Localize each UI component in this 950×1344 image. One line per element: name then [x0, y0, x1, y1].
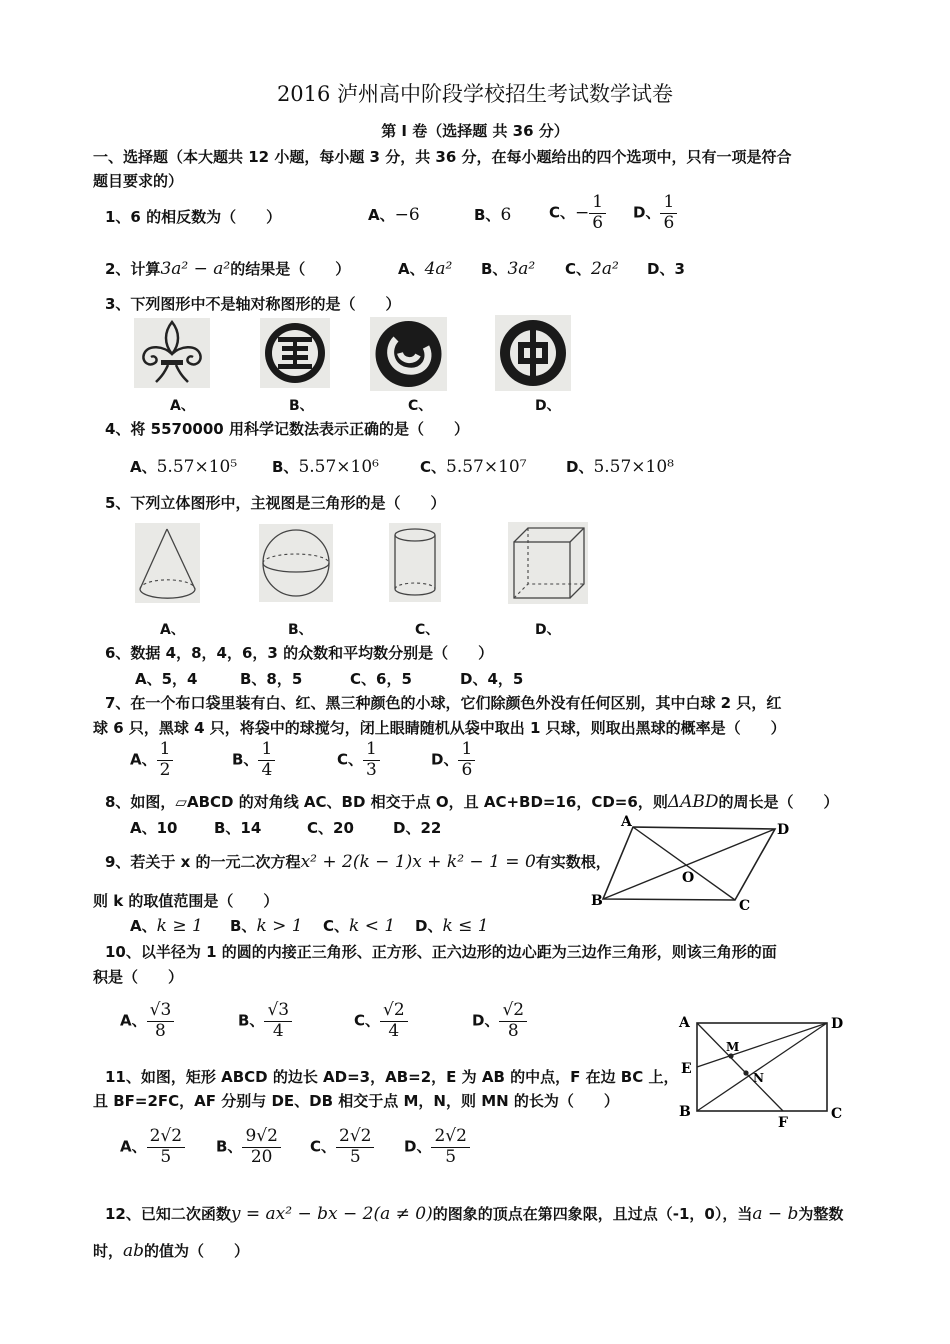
q8-center-o: O — [682, 870, 695, 886]
q1-option-d[interactable]: D、 $\frac{1}{6}$ — [633, 193, 677, 233]
q3-figure-fleur-de-lis[interactable] — [134, 318, 210, 388]
q11-vertex-a: A — [679, 1015, 690, 1031]
q2-option-a[interactable]: A、4a² — [398, 259, 453, 279]
spiral-logo-icon — [370, 317, 447, 391]
q5-figure-cube[interactable] — [508, 522, 588, 604]
q7-option-b[interactable]: B、 $\frac{1}{4}$ — [232, 740, 275, 780]
q2-option-d[interactable]: D、3 — [647, 260, 685, 278]
q11-rectangle-figure — [675, 1008, 850, 1134]
q5-label-a: A、 — [160, 622, 185, 638]
q8-option-a[interactable]: A、10 — [130, 819, 178, 837]
q7-line-1: 7、在一个布口袋里装有白、红、黑三种颜色的小球，它们除颜色外没有任何区别，其中白球 2 只，红 — [105, 694, 782, 712]
q9-option-d[interactable]: D、k ≤ 1 — [415, 916, 489, 936]
q1-option-b[interactable]: B、6 — [474, 205, 512, 225]
q4-option-d[interactable]: D、5.57×10⁸ — [566, 457, 674, 477]
q4-option-c[interactable]: C、5.57×10⁷ — [420, 457, 527, 477]
page-title: 2016 泸州高中阶段学校招生考试数学试卷 — [276, 82, 674, 106]
q2-option-b[interactable]: B、3a² — [481, 259, 536, 279]
q11-point-n: N — [753, 1071, 764, 1085]
q7-option-a[interactable]: A、 $\frac{1}{2}$ — [130, 740, 173, 780]
q11-line-1: 11、如图，矩形 ABCD 的边长 AD=3，AB=2，E 为 AB 的中点，F 在边 BC 上， — [105, 1068, 679, 1086]
q9-option-a[interactable]: A、k ≥ 1 — [130, 916, 203, 936]
q5-stem: 5、下列立体图形中，主视图是三角形的是（ ） — [105, 494, 446, 512]
q4-stem: 4、将 5570000 用科学记数法表示正确的是（ ） — [105, 420, 469, 438]
q7-option-c[interactable]: C、 $\frac{1}{3}$ — [337, 740, 380, 780]
q1-option-c[interactable]: C、− $\frac{1}{6}$ — [549, 193, 606, 233]
q9-option-c[interactable]: C、k < 1 — [323, 916, 396, 936]
q3-figure-spiral-logo[interactable] — [370, 317, 447, 391]
q5-figure-sphere[interactable] — [259, 524, 333, 602]
q2-stem: 2、计算3a² − a²的结果是（ ） — [105, 259, 351, 279]
q11-option-c[interactable]: C、 $\frac{2√2}{5}$ — [310, 1127, 374, 1167]
q8-vertex-a: A — [621, 814, 632, 830]
q5-figure-cone[interactable] — [135, 523, 200, 603]
q5-label-b: B、 — [288, 622, 313, 638]
q10-option-d[interactable]: D、 $\frac{√2}{8}$ — [472, 1001, 527, 1041]
cube-icon — [508, 522, 588, 604]
q11-point-m: M — [726, 1040, 740, 1054]
q8-vertex-c: C — [739, 898, 751, 912]
section-heading: 第 I 卷（选择题 共 36 分） — [381, 122, 569, 140]
cone-icon — [135, 523, 200, 603]
q10-option-c[interactable]: C、 $\frac{√2}{4}$ — [354, 1001, 408, 1041]
q9-stem: 9、若关于 x 的一元二次方程x² + 2(k − 1)x + k² − 1 = 0有实数根， — [105, 852, 611, 872]
q6-option-d[interactable]: D、4，5 — [460, 670, 524, 688]
q4-option-a[interactable]: A、5.57×10⁵ — [130, 457, 238, 477]
q11-vertex-b: B — [679, 1104, 691, 1120]
q8-stem: 8、如图，▱ABCD 的对角线 AC、BD 相交于点 O，且 AC+BD=16，CD=6，则ΔABD的周长是（ ） — [105, 792, 839, 812]
q8-option-b[interactable]: B、14 — [214, 819, 262, 837]
q10-option-b[interactable]: B、 $\frac{√3}{4}$ — [238, 1001, 292, 1041]
q1-option-a[interactable]: A、−6 — [368, 205, 420, 225]
q3-label-c: C、 — [408, 398, 433, 414]
q8-option-c[interactable]: C、20 — [307, 819, 354, 837]
q7-line-2: 球 6 只，黑球 4 只，将袋中的球搅匀，闭上眼睛随机从袋中取出 1 只球，则取出黑球的概率是（ ） — [93, 719, 786, 737]
q8-parallelogram-figure — [585, 812, 795, 912]
q6-option-b[interactable]: B、8，5 — [240, 670, 303, 688]
q11-point-f: F — [778, 1115, 788, 1131]
q8-vertex-d: D — [777, 822, 790, 838]
q8-option-d[interactable]: D、22 — [393, 819, 442, 837]
q3-figure-coin-logo[interactable] — [260, 318, 330, 388]
q6-option-a[interactable]: A、5，4 — [135, 670, 198, 688]
q3-label-d: D、 — [535, 398, 561, 414]
q9-option-b[interactable]: B、k > 1 — [230, 916, 303, 936]
rectangle-diagram — [675, 1008, 850, 1134]
q7-option-d[interactable]: D、 $\frac{1}{6}$ — [431, 740, 475, 780]
q11-vertex-d: D — [831, 1016, 844, 1032]
q8-vertex-b: B — [591, 893, 603, 909]
q5-label-d: D、 — [535, 622, 561, 638]
q11-point-e: E — [681, 1061, 692, 1077]
fleur-de-lis-icon — [134, 318, 210, 388]
q4-option-b[interactable]: B、5.57×10⁶ — [272, 457, 379, 477]
q10-line-1: 10、以半径为 1 的圆的内接正三角形、正方形、正六边形的边心距为三边作三角形，则该三角形的面 — [105, 943, 777, 961]
q3-stem: 3、下列图形中不是轴对称图形的是（ ） — [105, 295, 401, 313]
q2-option-c[interactable]: C、2a² — [565, 259, 619, 279]
q11-line-2: 且 BF=2FC，AF 分别与 DE、DB 相交于点 M，N，则 MN 的长为（ ） — [93, 1092, 619, 1110]
parallelogram-diagram — [585, 812, 795, 912]
q12-line-2: 时，ab的值为（ ） — [93, 1241, 250, 1261]
q1-stem: 1、6 的相反数为（ ） — [105, 208, 282, 226]
q6-option-c[interactable]: C、6，5 — [350, 670, 412, 688]
q3-label-a: A、 — [170, 398, 195, 414]
q3-figure-bank-logo[interactable] — [495, 315, 571, 391]
q10-line-2: 积是（ ） — [93, 968, 184, 986]
q3-label-b: B、 — [289, 398, 314, 414]
q5-figure-cylinder[interactable] — [389, 523, 441, 602]
q9-line-2: 则 k 的取值范围是（ ） — [93, 892, 279, 910]
sphere-icon — [259, 524, 333, 602]
instructions-line-1: 一、选择题（本大题共 12 小题，每小题 3 分，共 36 分，在每小题给出的四个选项中，只有一项是符合 — [93, 148, 792, 166]
q11-option-b[interactable]: B、 $\frac{9√2}{20}$ — [216, 1127, 281, 1167]
q11-option-d[interactable]: D、 $\frac{2√2}{5}$ — [404, 1127, 470, 1167]
q11-option-a[interactable]: A、 $\frac{2√2}{5}$ — [120, 1127, 185, 1167]
instructions-line-2: 题目要求的） — [93, 172, 184, 190]
bank-logo-icon — [495, 315, 571, 391]
q6-stem: 6、数据 4，8，4，6，3 的众数和平均数分别是（ ） — [105, 644, 494, 662]
cylinder-icon — [389, 523, 441, 602]
q5-label-c: C、 — [415, 622, 440, 638]
q12-stem: 12、已知二次函数y = ax² − bx − 2(a ≠ 0)的图象的顶点在第四象限，且过点（-1，0），当a − b为整数 — [105, 1204, 844, 1224]
coin-logo-icon — [260, 318, 330, 388]
q11-vertex-c: C — [831, 1106, 843, 1122]
q10-option-a[interactable]: A、 $\frac{√3}{8}$ — [120, 1001, 174, 1041]
